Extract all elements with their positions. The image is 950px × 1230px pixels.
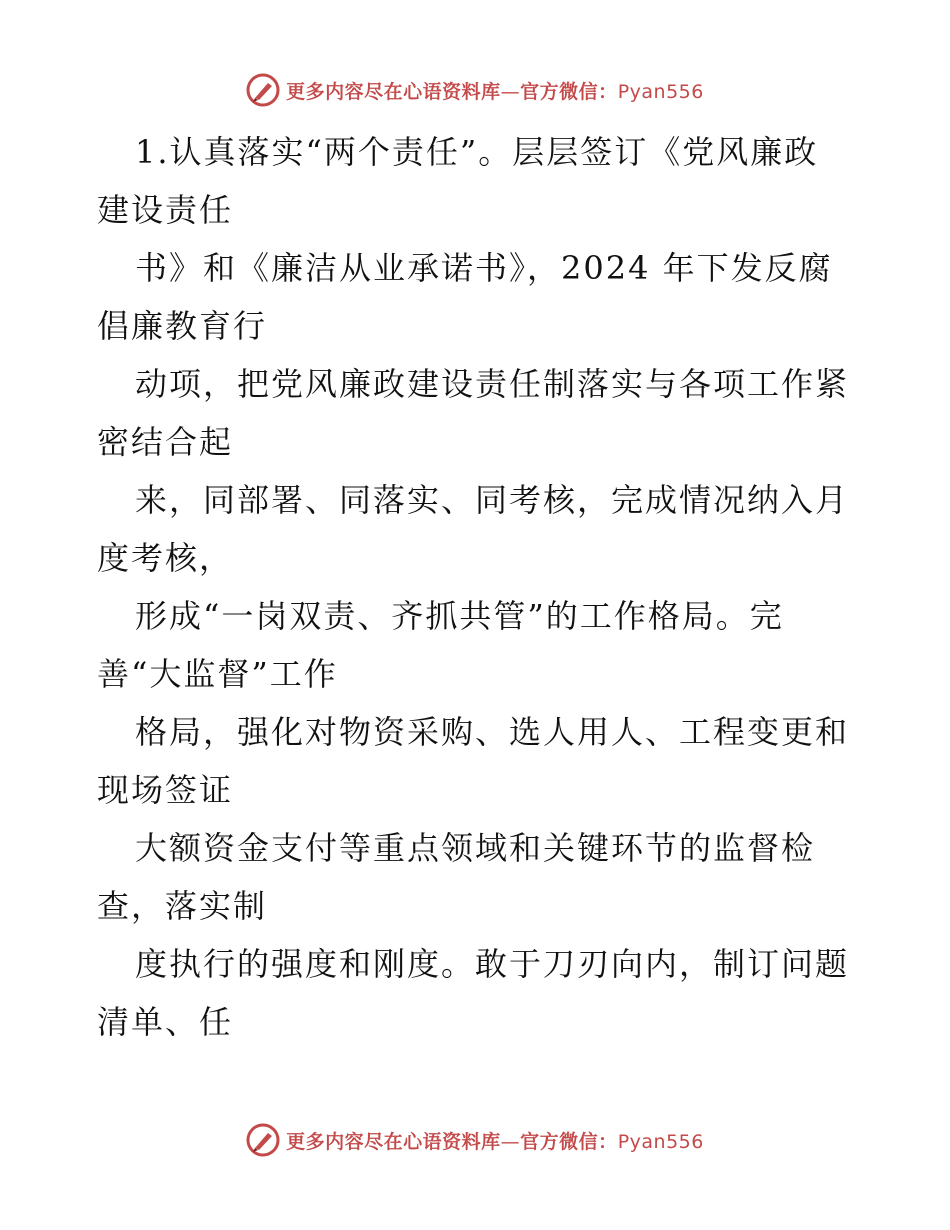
text-line: 来，同部署、同落实、同考核，完成情况纳入月 (135, 481, 850, 519)
footer-watermark (0, 1120, 950, 1160)
header-watermark (0, 70, 950, 110)
watermark-text: 更多内容尽在心语资料库—官方微信：Pyan556 (286, 80, 704, 103)
text-line: 倡廉教育行 (97, 307, 268, 345)
text-line: 格局，强化对物资采购、选人用人、工程变更和 (135, 713, 850, 751)
document-body (97, 123, 857, 1051)
text-line: 清单、任 (97, 1003, 234, 1041)
text-line: 大额资金支付等重点领域和关键环节的监督检 (135, 829, 816, 867)
text-line: 书》和《廉洁从业承诺书》，2024 年下发反腐 (135, 249, 833, 287)
text-line: 善“大监督”工作 (97, 655, 338, 693)
text-line: 建设责任 (97, 191, 234, 229)
watermark-text: 更多内容尽在心语资料库—官方微信：Pyan556 (286, 1130, 704, 1153)
text-line: 密结合起 (97, 423, 234, 461)
text-line: 度执行的强度和刚度。敢于刀刃向内，制订问题 (135, 945, 850, 983)
text-line: 1.认真落实“两个责任”。层层签订《党风廉政 (135, 133, 819, 171)
text-line: 动项，把党风廉政建设责任制落实与各项工作紧 (135, 365, 850, 403)
text-line: 现场签证 (97, 771, 234, 809)
text-line: 形成“一岗双责、齐抓共管”的工作格局。完 (135, 597, 784, 635)
text-line: 度考核， (97, 539, 234, 577)
text-line: 查，落实制 (97, 887, 268, 925)
pen-logo-icon (246, 73, 280, 107)
pen-logo-icon (246, 1123, 280, 1157)
